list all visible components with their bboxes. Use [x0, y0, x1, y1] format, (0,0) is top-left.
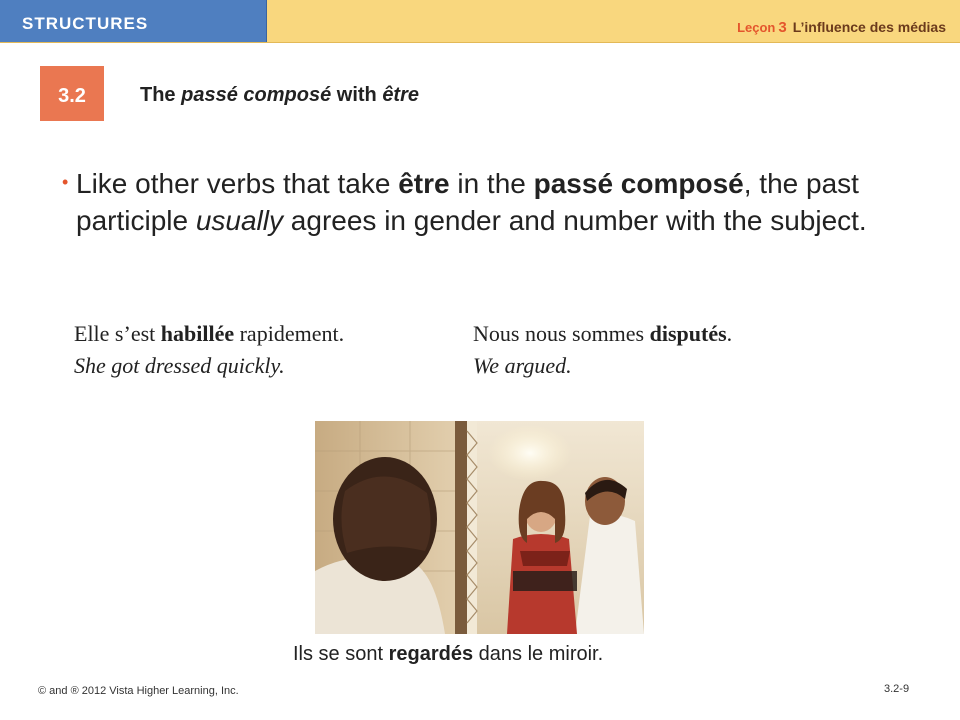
copyright-notice: © and ® 2012 Vista Higher Learning, Inc.	[38, 685, 239, 697]
caption-text	[293, 643, 603, 666]
header-bar	[0, 0, 960, 43]
lesson-title: L’influence des médias	[792, 19, 946, 35]
structures-tab	[0, 0, 267, 42]
example-2-english: We argued.	[473, 352, 572, 378]
example-1-fr-bold: habillée	[160, 321, 235, 346]
lesson-number: 3	[778, 19, 787, 36]
bullet-icon: •	[62, 172, 69, 192]
bullet-text	[76, 166, 936, 240]
caption-before: Ils se sont	[293, 643, 389, 665]
structures-label: STRUCTURES	[22, 14, 149, 33]
example-1-fr-before: Elle s’est	[74, 321, 161, 346]
example-2-fr-bold: disputés	[649, 321, 727, 346]
bullet-bold-2: passé composé	[533, 168, 744, 199]
example-1	[74, 318, 344, 382]
bullet-part-3: , the past participle	[76, 168, 859, 236]
section-title-italic: passé composé	[181, 84, 332, 106]
example-1-fr-after: rapidement.	[234, 321, 345, 346]
bullet-part-2: in the	[449, 168, 534, 199]
bullet-bold-1: être	[398, 168, 450, 199]
bullet-part-4: agrees in gender and number with the subject.	[283, 204, 867, 236]
section-number: 3.2	[58, 85, 86, 107]
mirror-photo-illustration	[315, 421, 644, 634]
page-number: 3.2-9	[884, 683, 910, 695]
lesson-heading	[737, 19, 946, 36]
section-title-middle: with	[331, 84, 383, 106]
example-2-fr-before: Nous nous sommes	[473, 321, 650, 346]
section-title	[140, 84, 419, 107]
example-2-french	[473, 318, 732, 350]
example-1-french	[74, 318, 344, 350]
example-2	[473, 318, 732, 382]
section-number-badge	[40, 66, 104, 121]
bullet-part-1: Like other verbs that take	[76, 168, 399, 199]
bullet-italic-1: usually	[195, 204, 284, 236]
mirror-photo	[315, 421, 644, 634]
caption-after: dans le miroir.	[473, 643, 604, 665]
example-2-fr-after: .	[726, 321, 733, 346]
example-1-english: She got dressed quickly.	[74, 352, 285, 378]
lesson-label: Leçon	[737, 20, 776, 35]
section-title-start: The	[140, 84, 182, 106]
caption-bold: regardés	[388, 643, 474, 665]
section-title-end: être	[382, 84, 420, 106]
